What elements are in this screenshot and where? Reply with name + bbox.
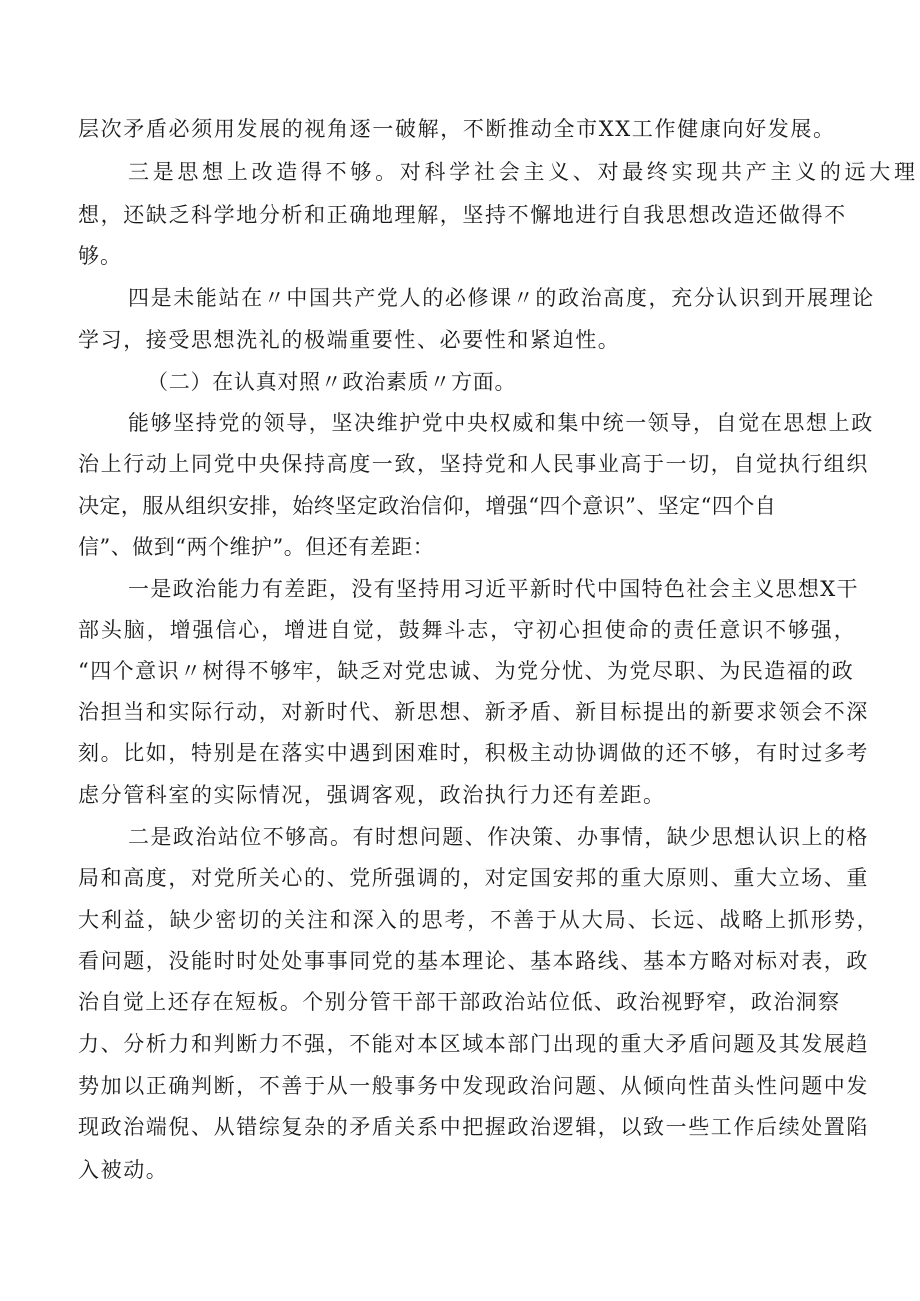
- text-line: 学习，接受思想洗礼的极端重要性、必要性和紧迫性。: [78, 328, 621, 352]
- text-line: 信”、做到“两个维护”。但还有差距：: [78, 535, 435, 559]
- text-line: 能够坚持党的领导，坚决维护党中央权威和集中统一领导，自觉在思想上政: [128, 411, 874, 435]
- text-line: 局和高度，对党所关心的、党所强调的，对定国安邦的重大原则、重大立场、重: [78, 866, 869, 890]
- text-line: 治自觉上还存在短板。个别分管干部干部政治站位低、政治视野窄，政治洞察: [78, 990, 841, 1014]
- text-line: 一是政治能力有差距，没有坚持用习近平新时代中国特色社会主义思想X干: [128, 577, 859, 601]
- text-line: 四是未能站在〃中国共产党人的必修课〃的政治高度，充分认识到开展理论: [128, 286, 875, 310]
- text-line: 决定，服从组织安排，始终坚定政治信仰，增强“四个意识”、坚定“四个自: [78, 494, 777, 518]
- text-line: 看问题，没能时时处处事事同党的基本理论、基本路线、基本方略对标对表，政: [78, 949, 869, 973]
- text-line: 想，还缺乏科学地分析和正确地理解，坚持不懈地进行自我思想改造还做得不: [78, 203, 847, 227]
- text-line: 虑分管科室的实际情况，强调客观，政治执行力还有差距。: [78, 783, 666, 807]
- text-line: 现政治端倪、从错综复杂的矛盾关系中把握政治逻辑，以致一些工作后续处置陷: [78, 1115, 869, 1139]
- text-line: 势加以正确判断，不善于从一般事务中发现政治问题、从倾向性苗头性问题中发: [78, 1074, 869, 1098]
- text-line: 大利益，缺少密切的关注和深入的思考，不善于从大局、长远、战略上抓形势，: [78, 908, 880, 932]
- text-line: 治担当和实际行动，对新时代、新思想、新矛盾、新目标提出的新要求领会不深: [78, 700, 869, 724]
- text-line: 层次矛盾必须用发展的视角逐一破解，不断推动全市XX工作健康向好发展。: [78, 117, 836, 141]
- text-line: “四个意识〃树得不够牢，缺乏对党忠诚、为党分忧、为党尽职、为民造福的政: [78, 659, 855, 683]
- text-line: 部头脑，增强信心，增进自觉，鼓舞斗志，守初心担使命的责任意识不够强，: [78, 618, 857, 642]
- section-heading: （二）在认真对照〃政治素质〃方面。: [147, 370, 517, 394]
- text-line: 治上行动上同党中央保持高度一致，坚持党和人民事业高于一切，自觉执行组织: [78, 452, 869, 476]
- text-line: 力、分析力和判断力不强，不能对本区域本部门出现的重大矛盾问题及其发展趋: [78, 1032, 869, 1056]
- text-line: 刻。比如，特别是在落实中遇到困难时，积极主动协调做的还不够，有时过多考: [78, 741, 869, 765]
- text-line: 够。: [78, 244, 122, 268]
- text-line: 三是思想上改造得不够。对科学社会主义、对最终实现共产主义的远大理: [128, 160, 919, 184]
- text-line: 入被动。: [78, 1158, 169, 1182]
- text-line: 二是政治站位不够高。有时想问题、作决策、办事情，缺少思想认识上的格: [128, 825, 869, 849]
